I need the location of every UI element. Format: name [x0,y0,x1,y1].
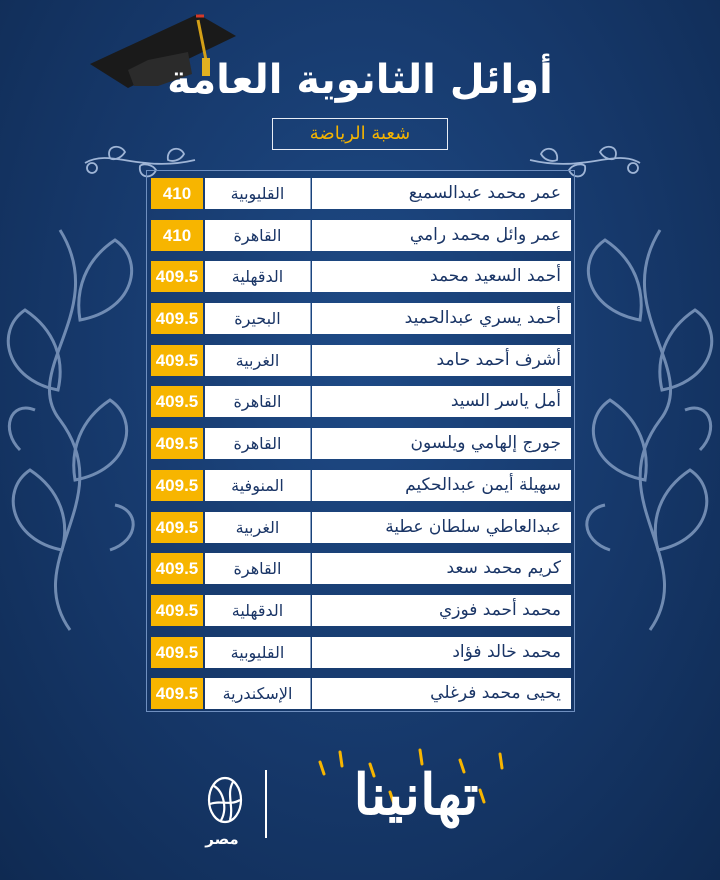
score-badge: 409.5 [151,345,203,376]
table-row [151,595,571,626]
table-row [151,386,571,417]
student-name-cell: عمر محمد عبدالسميع [312,178,571,209]
left-leaf-ornament-icon [0,220,150,640]
governorate-cell: القليوبية [205,178,311,209]
page-title: أوائل الثانوية العامة [167,57,553,103]
score-badge: 409.5 [151,595,203,626]
student-name-cell: عمر وائل محمد رامي [312,220,571,251]
table-row [151,345,571,376]
table-row [151,220,571,251]
score-badge: 409.5 [151,678,203,709]
table-row [151,678,571,709]
table-row [151,303,571,334]
student-name-cell: كريم محمد سعد [312,553,571,584]
score-badge: 409.5 [151,303,203,334]
table-row [151,428,571,459]
governorate-cell: القليوبية [205,637,311,668]
governorate-cell: الغربية [205,512,311,543]
footer-divider [265,770,267,838]
table-row [151,553,571,584]
student-name-cell: عبدالعاطي سلطان عطية [312,512,571,543]
score-badge: 409.5 [151,637,203,668]
table-row [151,178,571,209]
governorate-cell: الدقهلية [205,261,311,292]
governorate-cell: القاهرة [205,386,311,417]
governorate-cell: القاهرة [205,428,311,459]
student-name-cell: أمل ياسر السيد [312,386,571,417]
ranking-table [151,178,571,720]
governorate-cell: الغربية [205,345,311,376]
student-name-cell: جورج إلهامي ويلسون [312,428,571,459]
score-badge: 409.5 [151,428,203,459]
student-name-cell: محمد خالد فؤاد [312,637,571,668]
brand-label: مصر [205,830,239,848]
score-badge: 409.5 [151,470,203,501]
student-name-cell: أحمد السعيد محمد [312,261,571,292]
score-badge: 409.5 [151,261,203,292]
section-subtitle: شعبة الرياضة [272,118,448,150]
score-badge: 409.5 [151,512,203,543]
score-badge: 409.5 [151,553,203,584]
governorate-cell: المنوفية [205,470,311,501]
score-badge: 410 [151,178,203,209]
governorate-cell: البحيرة [205,303,311,334]
table-row [151,261,571,292]
table-row [151,470,571,501]
congratulations-text: تهانينا [353,762,479,828]
student-name-cell: أحمد يسري عبدالحميد [312,303,571,334]
student-name-cell: يحيى محمد فرغلي [312,678,571,709]
student-name-cell: محمد أحمد فوزي [312,595,571,626]
table-row [151,637,571,668]
score-badge: 409.5 [151,386,203,417]
score-badge: 410 [151,220,203,251]
governorate-cell: القاهرة [205,553,311,584]
governorate-cell: الدقهلية [205,595,311,626]
student-name-cell: أشرف أحمد حامد [312,345,571,376]
student-name-cell: سهيلة أيمن عبدالحكيم [312,470,571,501]
governorate-cell: الإسكندرية [205,678,311,709]
table-row [151,512,571,543]
governorate-cell: القاهرة [205,220,311,251]
right-leaf-ornament-icon [570,220,720,640]
